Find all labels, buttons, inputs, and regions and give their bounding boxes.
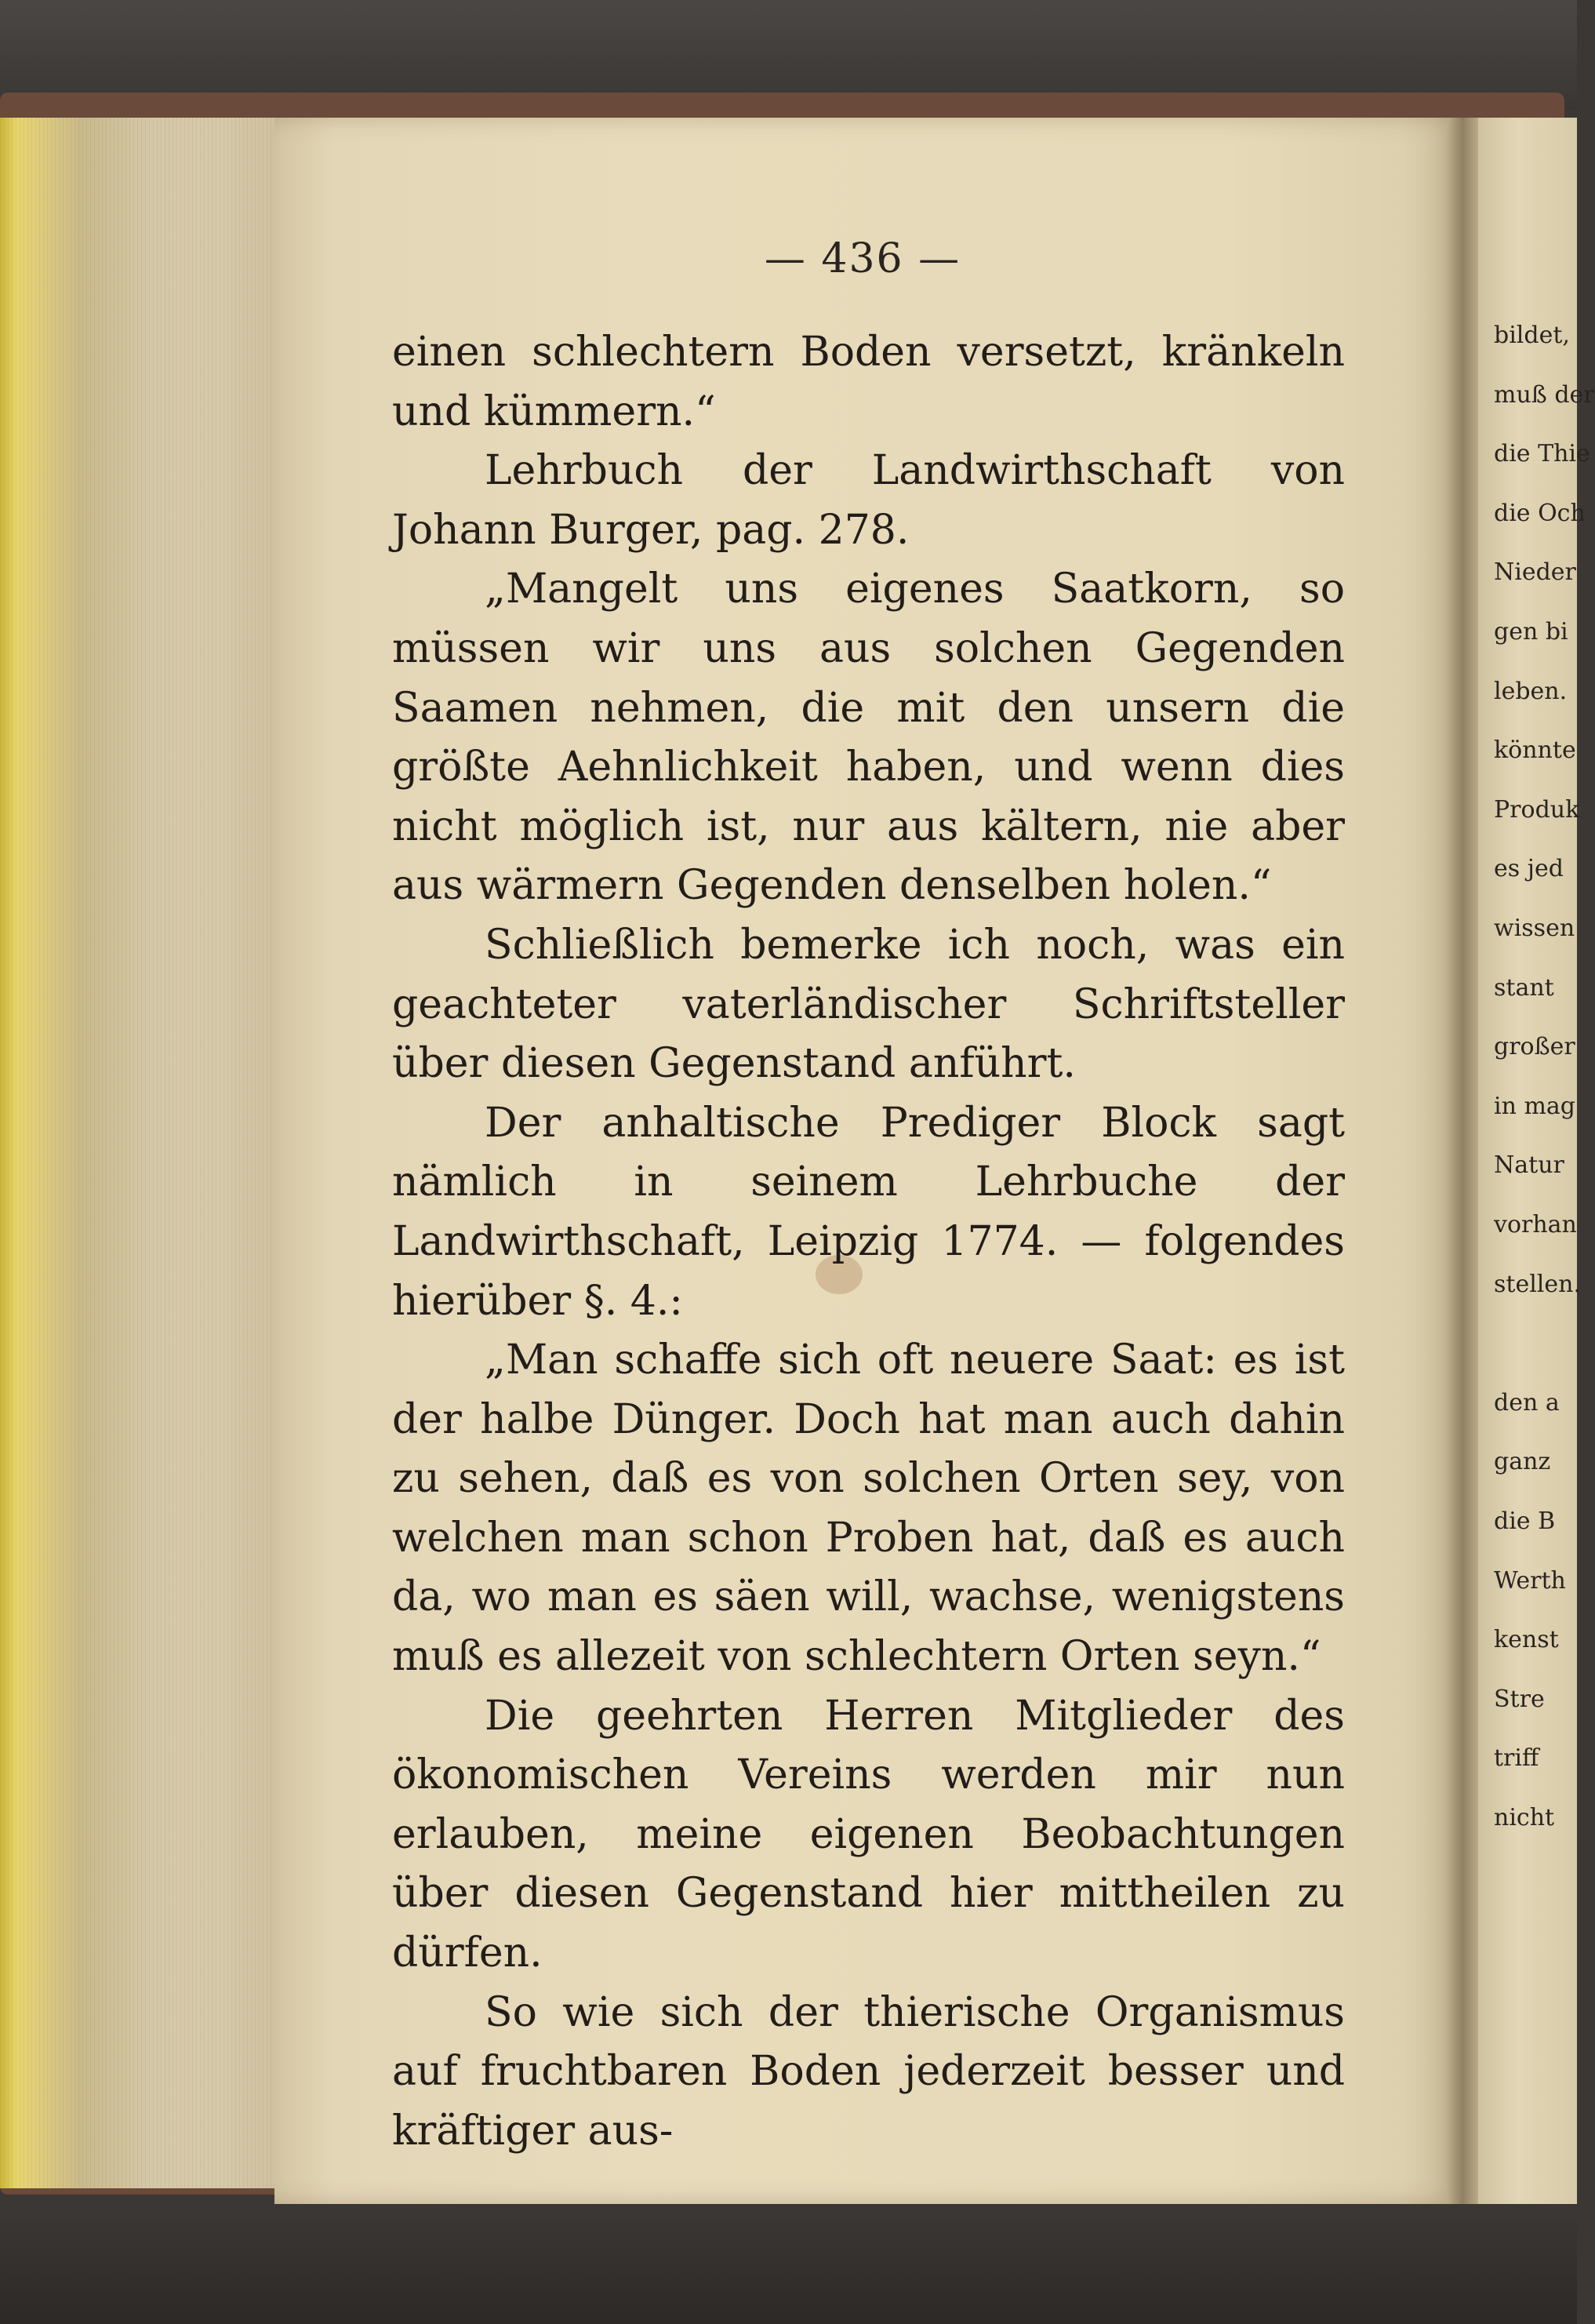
page-number: — 436 — — [764, 235, 961, 282]
background-bottom — [0, 2220, 1577, 2324]
facing-page-fragment: wissen — [1494, 915, 1575, 942]
facing-page-fragment: stant — [1494, 973, 1554, 1002]
paragraph: einen schlechtern Boden versetzt, kränkeln und kümmern.“ — [392, 329, 1345, 435]
facing-page-strip — [1478, 118, 1595, 2204]
facing-page-fragment: großer — [1494, 1033, 1575, 1061]
facing-page-fragment: es jed — [1494, 855, 1564, 883]
facing-page-fragment: in mag — [1494, 1092, 1575, 1120]
paragraph: Schließlich bemerke ich noch, was ein geachteter vaterländischer Schriftsteller über diesen Gegenstand anführt. — [392, 921, 1345, 1088]
paragraph: „Man schaffe sich oft neuere Saat: es ist der halbe Dünger. Doch hat man auch dahin zu sehen, daß es von solchen Orten sey, von welchen man schon Proben hat, daß es auch da, wo man es säen will, wachse, wenigstens muß es allezeit von schlechtern Orten seyn.“ — [392, 1337, 1345, 1681]
facing-page-fragment: ganz — [1494, 1448, 1551, 1476]
page-body — [392, 323, 1345, 2161]
book-gutter — [1447, 118, 1478, 2204]
facing-page-fragment: vorhan — [1494, 1211, 1577, 1238]
facing-page-fragment: die Och — [1494, 499, 1586, 527]
page-edge-texture — [0, 118, 274, 2188]
facing-page-fragment: die Thie — [1494, 440, 1590, 468]
facing-page-fragment: triff — [1494, 1744, 1539, 1773]
facing-page-fragment: Werth — [1494, 1566, 1566, 1595]
facing-page-fragment: muß der — [1494, 380, 1595, 409]
facing-page-fragment: nicht — [1494, 1804, 1555, 1831]
paragraph: Lehrbuch der Landwirthschaft von Johann Burger, pag. 278. — [392, 447, 1345, 554]
facing-page-fragment: gen bi — [1494, 618, 1568, 646]
paragraph: „Mangelt uns eigenes Saatkorn, so müssen wir uns aus solchen Gegenden Saamen nehmen, die mit den unsern die größte Aehnlichkeit haben, und wenn dies nicht möglich ist, nur aus kältern, nie aber aus wärmern Gegenden denselben holen.“ — [392, 566, 1345, 910]
facing-page-fragment: Stre — [1494, 1685, 1545, 1713]
facing-page-fragment: stellen. — [1494, 1270, 1582, 1298]
facing-page-fragment: kenst — [1494, 1626, 1559, 1654]
facing-page-fragment: Produk — [1494, 795, 1580, 824]
paragraph: Der anhaltische Prediger Block sagt nämlich in seinem Lehrbuche der Landwirthschaft, Leipzig 1774. — folgendes hierüber §. 4.: — [392, 1099, 1345, 1325]
facing-page-fragment: Nieder — [1494, 558, 1576, 587]
facing-page-fragment: leben. — [1494, 677, 1568, 705]
paragraph: Die geehrten Herren Mitglieder des ökonomischen Vereins werden mir nun erlauben, meine eigenen Beobachtungen über diesen Gegenstand hier mittheilen zu dürfen. — [392, 1692, 1345, 1977]
facing-page-fragment: könnte — [1494, 736, 1576, 765]
paragraph: So wie sich der thierische Organismus auf fruchtbaren Boden jederzeit besser und kräftiger aus- — [392, 1988, 1345, 2155]
facing-page-fragment: den a — [1494, 1388, 1560, 1417]
facing-page-fragment: bildet, — [1494, 322, 1570, 349]
facing-page-fragment: die B — [1494, 1508, 1556, 1535]
facing-page-fragment: Natur — [1494, 1151, 1564, 1180]
